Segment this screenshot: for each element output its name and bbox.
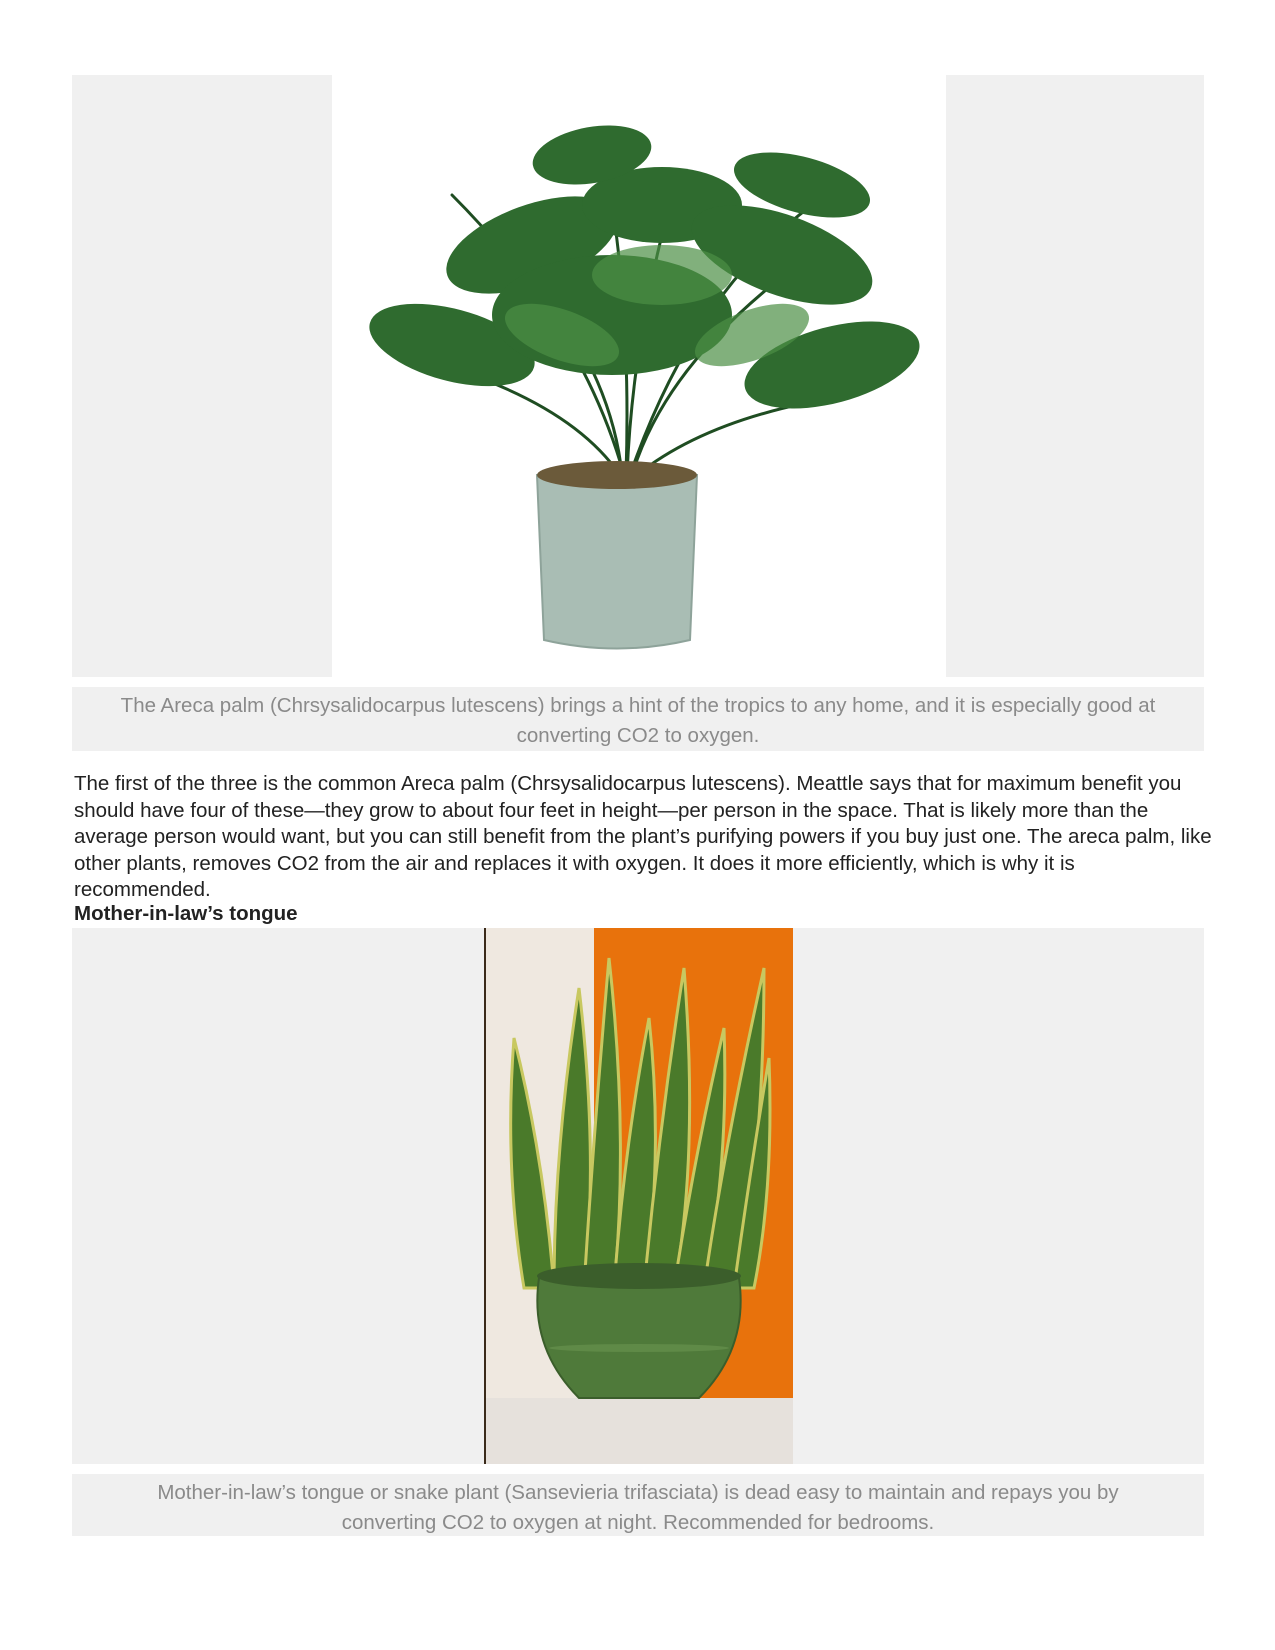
figure-caption: The Areca palm (Chrsysalidocarpus lutescens) brings a hint of the tropics to any home, and it is especially good at converting CO2 to oxygen.: [72, 687, 1204, 751]
section-heading: Mother-in-law’s tongue: [74, 902, 298, 925]
snake-plant-image: [484, 928, 793, 1464]
areca-palm-image: [332, 75, 946, 677]
figure-caption: Mother-in-law’s tongue or snake plant (Sansevieria trifasciata) is dead easy to maintain and repays you by converting CO2 to oxygen at night. Recommended for bedrooms.: [72, 1474, 1204, 1536]
snake-plant-illustration: [484, 928, 793, 1464]
figure-areca-palm: [72, 75, 1204, 677]
areca-palm-illustration: [332, 75, 946, 677]
body-paragraph: The first of the three is the common Areca palm (Chrsysalidocarpus lutescens). Meattle says that for maximum benefit you should have four of these—they grow to about four feet in height—per person in the space. That is likely more than the average person would want, but you can still benefit from the plant’s purifying powers if you buy just one. The areca palm, like other plants, removes CO2 from the air and replaces it with oxygen. It does it more efficiently, which is why it is recommended.: [74, 772, 1212, 901]
figure-snake-plant: [72, 928, 1204, 1464]
